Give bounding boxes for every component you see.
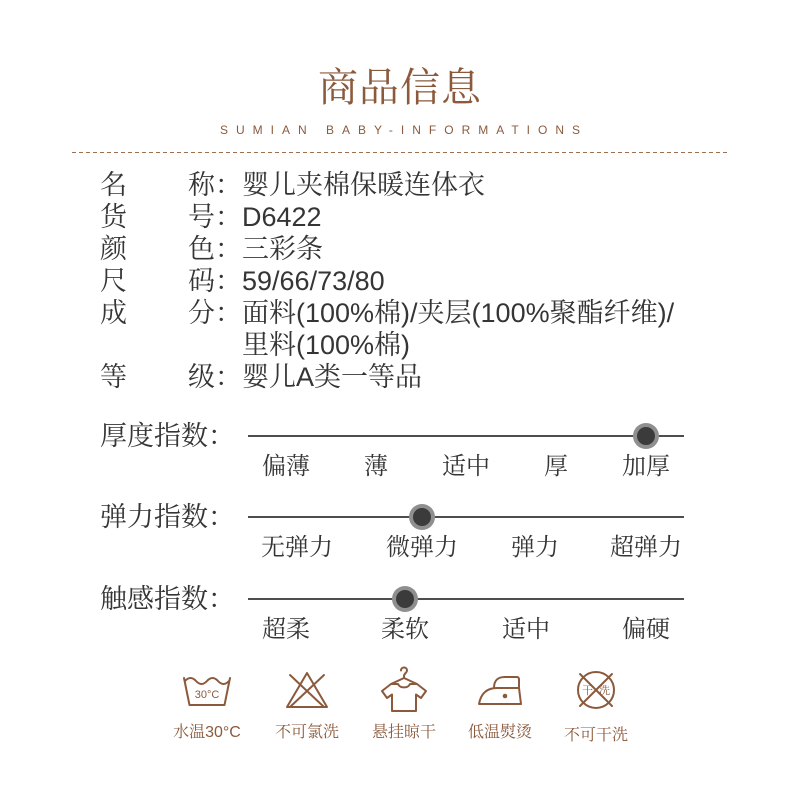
spec-list: [100, 169, 720, 393]
touch-indicator-dot: [392, 586, 418, 612]
elasticity-option: 无弹力: [261, 534, 333, 561]
page-title: 商品信息: [318, 66, 482, 110]
care-no-bleach: [257, 665, 357, 745]
low-iron-icon: [475, 672, 525, 708]
no-dry-clean-icon: [573, 667, 619, 713]
spec-row-name: [100, 169, 720, 201]
care-label: 低温熨烫: [467, 724, 532, 741]
care-icon-wrap: [157, 665, 257, 715]
elasticity-index-label: 弹力指数：: [100, 502, 235, 532]
spec-label-char: 成: [100, 298, 127, 328]
iron-handle: [494, 677, 519, 688]
spec-label-char: 称：: [188, 170, 242, 200]
wash-30-icon: [181, 671, 233, 709]
care-no-dry-clean: [546, 665, 646, 745]
elasticity-option: 微弹力: [386, 534, 458, 561]
spec-row-material: [100, 297, 720, 361]
care-low-iron: [450, 665, 550, 745]
care-label: 悬挂晾干: [371, 724, 436, 741]
touch-option: 适中: [502, 616, 550, 643]
spec-label-char: 码：: [188, 266, 242, 296]
dry-clean-text: 洗: [599, 685, 610, 697]
iron-body: [479, 688, 521, 704]
thickness-option: 厚: [544, 453, 568, 480]
spec-label-char: 号：: [188, 202, 242, 232]
elasticity-indicator-dot: [409, 504, 435, 530]
no-bleach-icon: [284, 670, 330, 710]
care-hang-dry: [354, 665, 454, 745]
cross-mark: [290, 675, 324, 707]
thickness-track: [248, 435, 684, 437]
spec-value: 婴儿夹棉保暖连体衣: [242, 170, 485, 200]
spec-label-char: 颜: [100, 234, 127, 264]
spec-row-item-number: [100, 201, 720, 233]
spec-label: [100, 201, 242, 233]
care-icon-wrap: [354, 665, 454, 715]
indicator-dot-core: [396, 590, 414, 608]
spec-label: [100, 297, 242, 361]
page-subtitle: SUMIAN BABY-INFORMATIONS: [219, 123, 589, 137]
care-icon-wrap: [257, 665, 357, 715]
spec-label-char: 名: [100, 170, 127, 200]
spec-row-grade: [100, 361, 720, 393]
spec-label: [100, 361, 242, 393]
spec-value: 59/66/73/80: [242, 266, 385, 296]
indicator-dot-core: [637, 427, 655, 445]
thickness-option: 加厚: [622, 453, 670, 480]
spec-row-color: [100, 233, 720, 265]
hanger-hook: [401, 668, 407, 679]
spec-label-char: 尺: [100, 266, 127, 296]
touch-index-label: 触感指数：: [100, 584, 235, 614]
care-icon-wrap: [546, 665, 646, 715]
thickness-option: 偏薄: [262, 453, 310, 480]
spec-value: D6422: [242, 202, 322, 232]
spec-label-char: 货: [100, 202, 127, 232]
water-wave: [185, 678, 229, 684]
spec-label: [100, 169, 242, 201]
touch-option: 偏硬: [622, 616, 670, 643]
touch-option: 柔软: [381, 616, 429, 643]
spec-label-char: 级：: [188, 362, 242, 392]
care-icon-wrap: [450, 665, 550, 715]
thickness-index-label: 厚度指数：: [100, 421, 235, 451]
thickness-option: 薄: [364, 453, 388, 480]
spec-label-char: 色：: [188, 234, 242, 264]
spec-value: 婴儿A类一等品: [242, 362, 423, 392]
iron-temperature-dot: [503, 694, 508, 699]
shirt-outline: [382, 684, 426, 711]
spec-value: 面料(100%棉)/夹层(100%聚酯纤维)/ 里料(100%棉): [242, 298, 675, 360]
care-wash-30: [157, 665, 257, 745]
care-label: 水温30°C: [173, 724, 241, 741]
indicator-dot-core: [413, 508, 431, 526]
dashed-divider: [72, 152, 728, 153]
spec-label-char: 分：: [188, 298, 242, 328]
thickness-option: 适中: [442, 453, 490, 480]
spec-label: [100, 233, 242, 265]
spec-value: 三彩条: [242, 234, 323, 264]
spec-label-char: 等: [100, 362, 127, 392]
spec-row-size: [100, 265, 720, 297]
care-label: 不可干洗: [563, 727, 628, 744]
wash-temperature-text: 30°C: [194, 689, 220, 701]
thickness-indicator-dot: [633, 423, 659, 449]
elasticity-option: 超弹力: [610, 534, 682, 561]
dry-clean-text: 干: [582, 685, 593, 697]
elasticity-option: 弹力: [511, 534, 559, 561]
touch-track: [248, 598, 684, 600]
touch-option: 超柔: [262, 616, 310, 643]
elasticity-track: [248, 516, 684, 518]
care-label: 不可氯洗: [274, 724, 339, 741]
hang-dry-icon: [379, 666, 429, 714]
spec-label: [100, 265, 242, 297]
